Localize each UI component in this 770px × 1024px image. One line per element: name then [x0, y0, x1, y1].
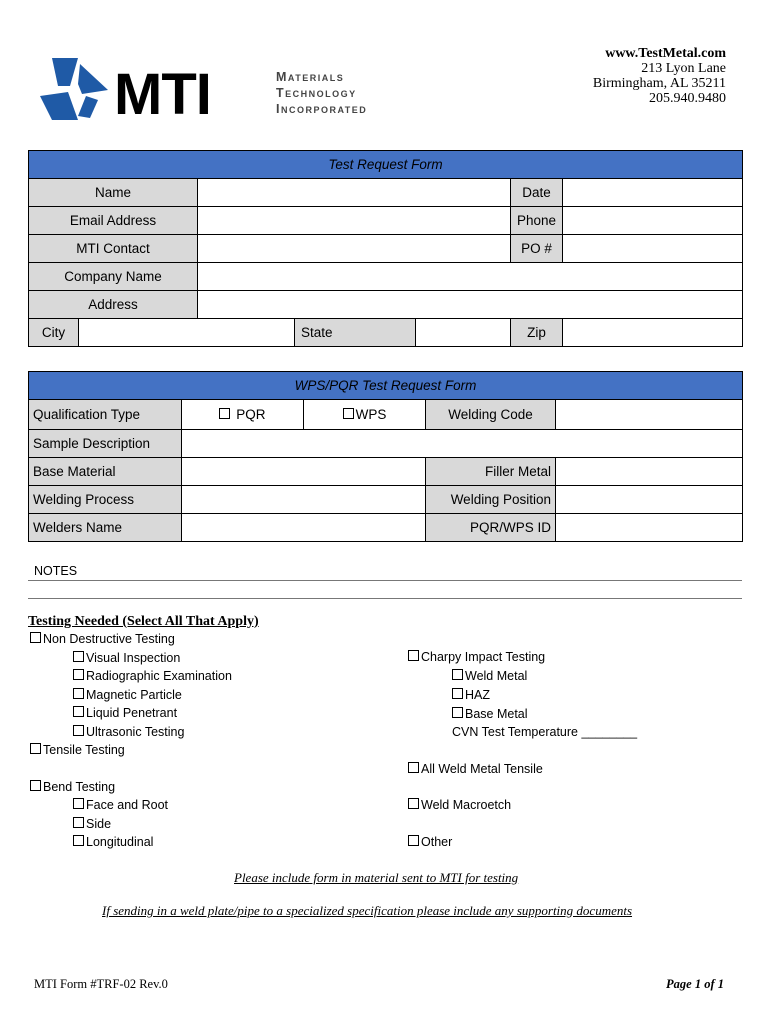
option-label: Weld Macroetch [421, 798, 512, 812]
welding-position-field[interactable] [556, 486, 743, 514]
date-label: Date [511, 179, 563, 207]
pqr-wps-id-label: PQR/WPS ID [426, 514, 556, 542]
option-label: Other [421, 835, 453, 849]
option-label: Weld Metal [465, 669, 528, 683]
checkbox[interactable] [408, 762, 419, 773]
po-label: PO # [511, 235, 563, 263]
wps-checkbox[interactable] [343, 408, 354, 419]
testing-right-option[interactable] [408, 835, 452, 849]
test-request-title: Test Request Form [29, 151, 743, 179]
testing-right-option[interactable] [408, 798, 511, 812]
notes-line-1[interactable] [28, 580, 742, 581]
filler-metal-label: Filler Metal [426, 458, 556, 486]
welding-process-field[interactable] [182, 486, 426, 514]
option-label: Non Destructive Testing [43, 632, 175, 646]
pqr-option[interactable]: PQR [182, 400, 304, 430]
testing-left-option[interactable] [73, 706, 177, 720]
testing-needed-title: Testing Needed (Select All That Apply) [28, 614, 259, 629]
option-label: Visual Inspection [86, 651, 181, 665]
date-field[interactable] [563, 179, 743, 207]
zip-label: Zip [511, 319, 563, 347]
welders-name-field[interactable] [182, 514, 426, 542]
wps-option[interactable]: WPS [304, 400, 426, 430]
checkbox[interactable] [452, 707, 463, 718]
test-request-form [28, 150, 743, 347]
email-field[interactable] [198, 207, 511, 235]
form-id: MTI Form #TRF-02 Rev.0 [34, 977, 168, 991]
welders-name-label: Welders Name [29, 514, 182, 542]
filler-metal-field[interactable] [556, 458, 743, 486]
welding-code-label: Welding Code [426, 400, 556, 430]
checkbox[interactable] [452, 669, 463, 680]
checkbox[interactable] [30, 743, 41, 754]
address-field[interactable] [198, 291, 743, 319]
instruction-line-1: Please include form in material sent to MTI for testing [234, 870, 519, 885]
company-address-line1: 213 Lyon Lane [641, 61, 726, 76]
testing-left-option[interactable] [73, 651, 180, 665]
testing-left-option[interactable] [73, 835, 153, 849]
company-logo-text: MTI [114, 62, 211, 127]
pqr-checkbox[interactable] [219, 408, 230, 419]
phone-field[interactable] [563, 207, 743, 235]
checkbox[interactable] [30, 780, 41, 791]
city-label: City [29, 319, 79, 347]
phone-label: Phone [511, 207, 563, 235]
testing-right-option[interactable] [408, 650, 545, 664]
wps-pqr-title: WPS/PQR Test Request Form [29, 372, 743, 400]
checkbox[interactable] [73, 651, 84, 662]
sample-description-label: Sample Description [29, 430, 182, 458]
name-field[interactable] [198, 179, 511, 207]
checkbox[interactable] [73, 706, 84, 717]
testing-left-option[interactable] [30, 743, 125, 757]
option-label: Face and Root [86, 798, 168, 812]
checkbox[interactable] [408, 798, 419, 809]
testing-right-option[interactable] [452, 669, 527, 683]
company-address-block [593, 46, 726, 106]
testing-left-option[interactable] [73, 725, 184, 739]
option-label: Ultrasonic Testing [86, 725, 185, 739]
base-material-label: Base Material [29, 458, 182, 486]
po-field[interactable] [563, 235, 743, 263]
company-logo-subtitle: Materials Technology Incorporated [276, 70, 368, 116]
checkbox[interactable] [73, 669, 84, 680]
instruction-line-2: If sending in a weld plate/pipe to a specialized specification please include any supporting documents [102, 903, 633, 918]
company-name-field[interactable] [198, 263, 743, 291]
testing-right-option[interactable] [452, 688, 490, 702]
checkbox[interactable] [73, 817, 84, 828]
checkbox[interactable] [408, 650, 419, 661]
checkbox[interactable] [30, 632, 41, 643]
pqr-wps-id-field[interactable] [556, 514, 743, 542]
notes-label: NOTES [34, 564, 78, 578]
wps-pqr-form [28, 371, 743, 542]
testing-left-option[interactable] [73, 669, 232, 683]
sample-description-field[interactable] [182, 430, 743, 458]
option-label: Magnetic Particle [86, 688, 182, 702]
city-field[interactable] [79, 319, 295, 347]
checkbox[interactable] [73, 725, 84, 736]
option-label: Tensile Testing [43, 743, 125, 757]
option-label: Liquid Penetrant [86, 706, 178, 720]
mti-contact-field[interactable] [198, 235, 511, 263]
zip-field[interactable] [563, 319, 743, 347]
option-label: Bend Testing [43, 780, 116, 794]
name-label: Name [29, 179, 198, 207]
checkbox[interactable] [408, 835, 419, 846]
cvn-temperature-label: CVN Test Temperature ________ [452, 725, 638, 739]
base-material-field[interactable] [182, 458, 426, 486]
mti-contact-label: MTI Contact [29, 235, 198, 263]
option-label: All Weld Metal Tensile [421, 762, 543, 776]
testing-left-option[interactable] [73, 688, 182, 702]
company-address-line2: Birmingham, AL 35211 [592, 76, 726, 91]
option-label: HAZ [465, 688, 490, 702]
qualification-type-label: Qualification Type [29, 400, 182, 430]
testing-right-option[interactable] [452, 707, 528, 721]
company-name-label: Company Name [29, 263, 198, 291]
testing-left-option[interactable] [73, 817, 111, 831]
welding-position-label: Welding Position [426, 486, 556, 514]
company-phone: 205.940.9480 [649, 91, 726, 106]
option-label: Charpy Impact Testing [421, 650, 546, 664]
checkbox[interactable] [73, 835, 84, 846]
company-website: www.TestMetal.com [605, 46, 726, 61]
state-label: State [295, 319, 416, 347]
checkbox[interactable] [73, 688, 84, 699]
welding-code-field[interactable] [556, 400, 743, 430]
notes-line-2[interactable] [28, 598, 742, 599]
option-label: Side [86, 817, 112, 831]
email-label: Email Address [29, 207, 198, 235]
checkbox[interactable] [73, 798, 84, 809]
company-logo-mark [38, 56, 110, 122]
checkbox[interactable] [452, 688, 463, 699]
testing-left-option[interactable] [30, 780, 115, 794]
testing-right-option[interactable] [408, 762, 543, 776]
address-label: Address [29, 291, 198, 319]
state-field[interactable] [416, 319, 511, 347]
option-label: Radiographic Examination [86, 669, 232, 683]
option-label: Longitudinal [86, 835, 154, 849]
page-number: Page 1 of 1 [666, 977, 724, 991]
testing-left-option[interactable] [30, 632, 175, 646]
welding-process-label: Welding Process [29, 486, 182, 514]
option-label: Base Metal [465, 707, 528, 721]
testing-left-option[interactable] [73, 798, 168, 812]
